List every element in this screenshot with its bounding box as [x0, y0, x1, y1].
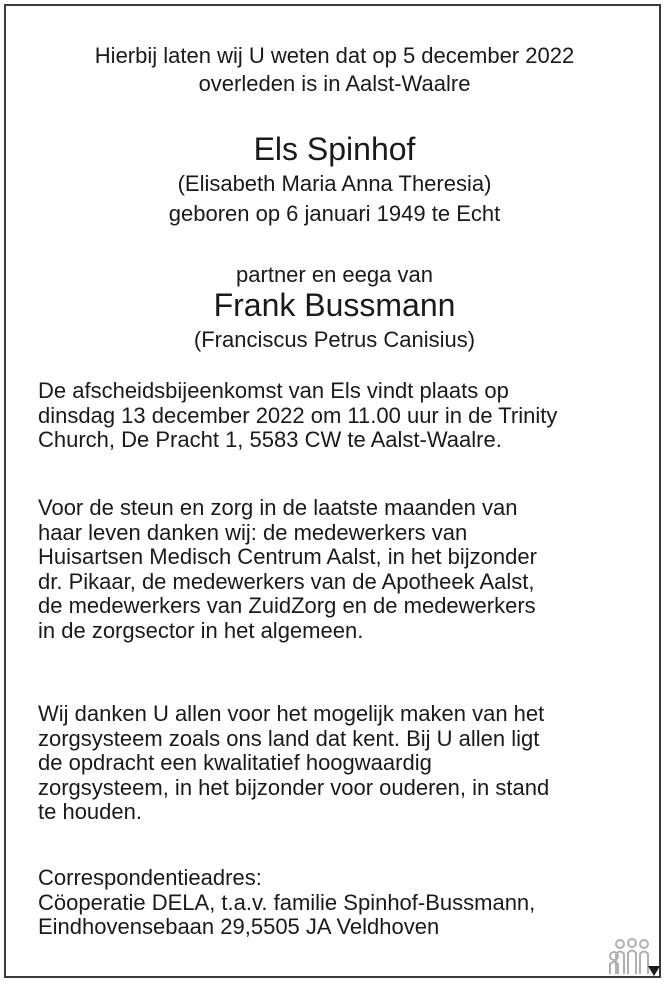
appeal-line: Wij danken U allen voor het mogelijk maken van het — [38, 701, 545, 726]
ceremony-line: dinsdag 13 december 2022 om 11.00 uur in de Trinity — [38, 402, 558, 428]
appeal-line: zorgsysteem, in het bijzonder voor ouderen, in stand — [38, 774, 550, 800]
partner-intro: partner en eega van — [236, 262, 433, 287]
partner-name: Frank Bussmann — [213, 287, 456, 323]
partner-full-name: (Franciscus Petrus Canisius) — [193, 327, 476, 352]
appeal-line: zorgsysteem zoals ons land dat kent. Bij U allen ligt — [38, 725, 540, 751]
correspondence-line: Cöoperatie DELA, t.a.v. familie Spinhof-Bussmann, — [38, 889, 536, 915]
appeal-paragraph — [38, 702, 638, 825]
arrow-down-icon[interactable] — [647, 965, 661, 977]
deceased-full-name: (Elisabeth Maria Anna Theresia) — [177, 171, 492, 196]
correspondence-paragraph — [38, 866, 638, 940]
thanks-line: in de zorgsector in het algemeen. — [38, 617, 364, 643]
thanks-line: Voor de steun en zorg in de laatste maanden van — [38, 495, 518, 520]
thanks-line: haar leven danken wij: de medewerkers van — [38, 519, 468, 545]
thanks-line: Huisartsen Medisch Centrum Aalst, in het bijzonder — [38, 544, 537, 569]
correspondence-line: Eindhovensebaan 29,5505 JA Veldhoven — [38, 914, 440, 939]
ceremony-line: De afscheidsbijeenkomst van Els vindt plaats op — [38, 378, 509, 403]
ceremony-paragraph — [38, 379, 638, 453]
thanks-line: dr. Pikaar, de medewerkers van de Apotheek Aalst, — [38, 568, 535, 594]
birth-line: geboren op 6 januari 1949 te Echt — [168, 201, 501, 226]
ceremony-line: Church, De Pracht 1, 5583 CW te Aalst-Waalre. — [38, 427, 502, 452]
deceased-name: Els Spinhof — [253, 131, 416, 167]
intro-line-2: overleden is in Aalst-Waalre — [198, 71, 471, 96]
correspondence-line: Correspondentieadres: — [38, 865, 262, 890]
appeal-line: te houden. — [38, 799, 142, 824]
intro-line-1: Hierbij laten wij U weten dat op 5 december 2022 — [94, 43, 575, 68]
appeal-line: de opdracht een kwalitatief hoogwaardig — [38, 750, 432, 775]
thanks-paragraph — [38, 496, 638, 643]
thanks-line: de medewerkers van ZuidZorg en de medewerkers — [38, 593, 536, 618]
